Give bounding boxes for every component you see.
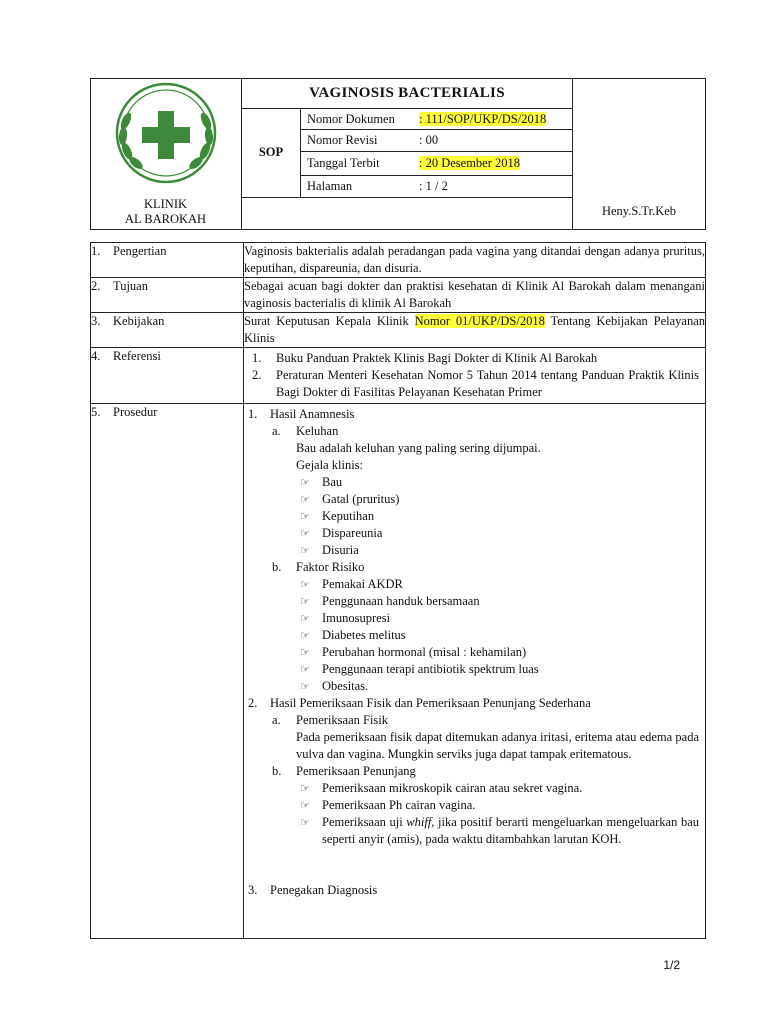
clinic-logo-icon	[104, 81, 228, 185]
gejala-list	[248, 474, 699, 559]
list-item	[300, 542, 699, 559]
pointing-hand-icon: ☞	[300, 544, 310, 557]
list-item	[300, 593, 699, 610]
list-item-text: Diabetes melitus	[322, 628, 406, 642]
heading-penegakan-diagnosis: Penegakan Diagnosis	[270, 883, 378, 897]
document-title: VAGINOSIS BACTERIALIS	[242, 79, 573, 109]
subheading-pemeriksaan-fisik: Pemeriksaan Fisik	[296, 713, 389, 727]
subheading-keluhan: Keluhan	[296, 424, 339, 438]
list-item	[300, 576, 699, 593]
meta-row-tanggal-terbit: Tanggal Terbit : 20 Desember 2018	[301, 151, 573, 175]
empty-cell	[242, 197, 573, 229]
list-item-text: Obesitas.	[322, 679, 369, 693]
list-item-text: Keputihan	[322, 509, 375, 523]
section-text-referensi	[244, 348, 706, 404]
pointing-hand-icon: ☞	[300, 612, 310, 625]
list-item	[300, 610, 699, 627]
gejala-heading: Gejala klinis:	[296, 458, 363, 472]
pointing-hand-icon: ☞	[300, 646, 310, 659]
pointing-hand-icon: ☞	[300, 510, 310, 523]
list-item-text: Perubahan hormonal (misal : kehamilan)	[322, 645, 527, 659]
risiko-list	[248, 576, 699, 695]
section-label-kebijakan: 3. Kebijakan	[91, 313, 244, 348]
pointing-hand-icon: ☞	[300, 493, 310, 506]
list-item-text: Gatal (pruritus)	[322, 492, 400, 506]
section-label-prosedur: 5. Prosedur	[91, 404, 244, 939]
list-item	[300, 508, 699, 525]
list-item-text: Imunosupresi	[322, 611, 391, 625]
meta-row-nomor-dokumen: Nomor Dokumen : 111/SOP/UKP/DS/2018	[301, 109, 573, 130]
heading-anamnesis: Hasil Anamnesis	[270, 407, 355, 421]
page-number: 1/2	[663, 958, 680, 972]
clinic-name: KLINIK AL BAROKAH	[124, 197, 207, 226]
list-item-text: Bau	[322, 475, 343, 489]
pointing-hand-icon: ☞	[300, 782, 310, 795]
section-label-pengertian: 1. Pengertian	[91, 243, 244, 278]
sop-content-table	[90, 242, 706, 939]
pemeriksaan-fisik-text: Pada pemeriksaan fisik dapat ditemukan adanya iritasi, eritema atau edema pada vulva dan vagina. Mungkin serviks juga dapat tampak eritematous.	[296, 730, 699, 761]
section-text-kebijakan: Surat Keputusan Kepala Klinik Nomor 01/UKP/DS/2018 Tentang Kebijakan Pelayanan Klinis	[244, 313, 706, 348]
heading-pemeriksaan: Hasil Pemeriksaan Fisik dan Pemeriksaan Penunjang Sederhana	[270, 696, 591, 710]
list-item: ☞ Pemeriksaan uji whiff, jika positif berarti mengeluarkan mengeluarkan bau seperti anyir (amis), pada waktu ditambahkan larutan KOH.	[300, 815, 699, 846]
list-item	[300, 474, 699, 491]
list-item-text: Penggunaan terapi antibiotik spektrum luas	[322, 662, 539, 676]
pointing-hand-icon: ☞	[300, 578, 310, 591]
list-item-text: Dispareunia	[322, 526, 383, 540]
section-label-tujuan: 2. Tujuan	[91, 278, 244, 313]
section-label-referensi: 4. Referensi	[91, 348, 244, 404]
list-item	[300, 678, 699, 695]
list-item	[300, 661, 699, 678]
keluhan-text: Bau adalah keluhan yang paling sering dijumpai.	[296, 441, 541, 455]
section-text-prosedur: 1. Hasil Anamnesis a. Keluhan Bau adalah keluhan yang paling sering dijumpai. Gejala klinis: ☞ Bau ☞ Gatal (pruritus) ☞ Keputihan ☞ Dispareunia ☞ Disuria b. Faktor Risiko ☞ Pemakai AKDR ☞ Penggunaan handuk bersamaan ☞ Imunosupresi ☞ Diabetes melitus ☞ Perubahan hormonal (misal : kehamilan) ☞ Penggunaan terapi antibiotik spektrum luas ☞ Obesitas. 2. Hasil Pemeriksaan Fisik dan Pemeriksaan Penunjang Sederhana a. Pemeriksaan Fisik Pada pemeriksaan fisik dapat ditemukan adanya iritasi, eritema atau edema pada vulva dan vagina. Mungkin serviks juga dapat tampak eritematous. b. Pemeriksaan Penunjang ☞ Pemeriksaan mikroskopik cairan atau sekret vagina. ☞ Pemeriksaan Ph cairan vagina. ☞ Pemeriksaan uji whiff, jika positif berarti mengeluarkan mengeluarkan bau seperti anyir (amis), pada waktu ditambahkan larutan KOH. 3. Penegakan Diagnosis	[244, 404, 706, 939]
pointing-hand-icon: ☞	[300, 527, 310, 540]
pointing-hand-icon: ☞	[300, 680, 310, 693]
meta-row-nomor-revisi: Nomor Revisi : 00	[301, 130, 573, 152]
list-item-text: Penggunaan handuk bersamaan	[322, 594, 480, 608]
signer-name: Heny.S.Tr.Keb	[573, 79, 706, 230]
meta-row-halaman: Halaman : 1 / 2	[301, 175, 573, 197]
sop-label: SOP	[242, 109, 301, 197]
list-item: ☞ Pemeriksaan mikroskopik cairan atau sekret vagina.	[300, 781, 583, 795]
subheading-faktor-risiko: Faktor Risiko	[296, 560, 365, 574]
list-item: ☞ Pemeriksaan Ph cairan vagina.	[300, 798, 476, 812]
list-item	[300, 627, 699, 644]
list-item-text: Pemakai AKDR	[322, 577, 403, 591]
list-item	[300, 644, 699, 661]
list-item	[300, 491, 699, 508]
list-item	[300, 525, 699, 542]
subheading-pemeriksaan-penunjang: Pemeriksaan Penunjang	[296, 764, 416, 778]
section-text-tujuan: Sebagai acuan bagi dokter dan praktisi kesehatan di Klinik Al Barokah dalam menangani vaginosis bacterialis di klinik Al Barokah	[244, 278, 706, 313]
pointing-hand-icon: ☞	[300, 799, 310, 812]
pointing-hand-icon: ☞	[300, 629, 310, 642]
pointing-hand-icon: ☞	[300, 595, 310, 608]
pointing-hand-icon: ☞	[300, 476, 310, 489]
referensi-item: 2. Peraturan Menteri Kesehatan Nomor 5 Tahun 2014 tentang Panduan Praktik Klinis Bagi Dokter di Fasilitas Pelayanan Kesehatan Primer	[252, 368, 699, 399]
pointing-hand-icon: ☞	[300, 816, 310, 829]
section-text-pengertian: Vaginosis bakterialis adalah peradangan pada vagina yang ditandai dengan adanya pruritus, keputihan, dispareunia, dan disuria.	[244, 243, 706, 278]
referensi-item: 1. Buku Panduan Praktek Klinis Bagi Dokter di Klinik Al Barokah	[252, 351, 598, 365]
list-item-text: Disuria	[322, 543, 359, 557]
pointing-hand-icon: ☞	[300, 663, 310, 676]
